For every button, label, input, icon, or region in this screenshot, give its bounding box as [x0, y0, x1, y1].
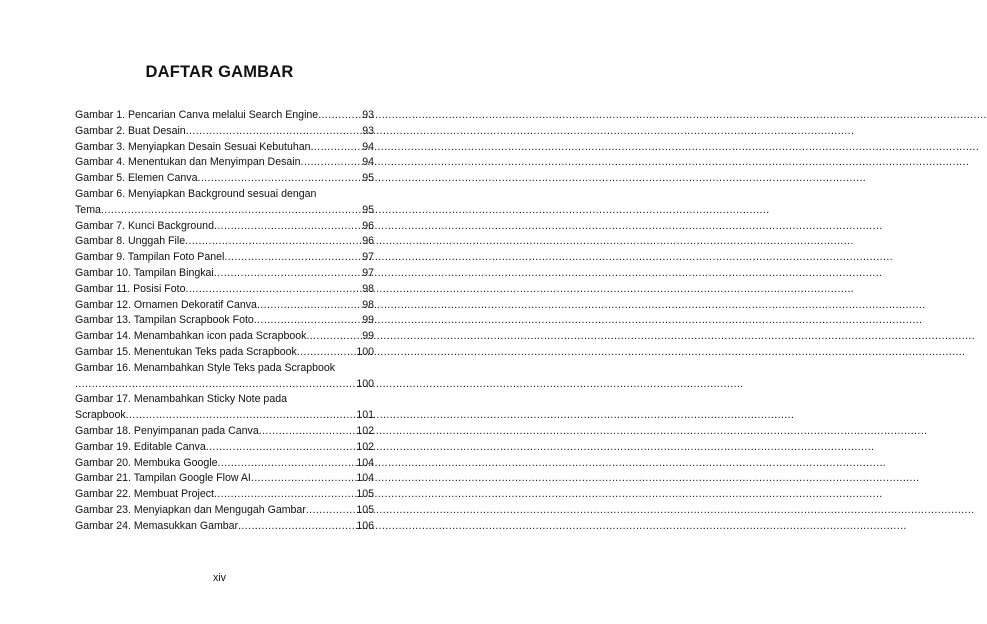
figure-entry[interactable]: [75, 171, 374, 187]
dot-leader: [206, 440, 357, 456]
figure-entry[interactable]: [75, 282, 374, 298]
dot-leader: [238, 519, 356, 535]
figure-entry[interactable]: [75, 487, 374, 503]
figure-entry[interactable]: [75, 187, 374, 219]
figure-entry-page: 96: [362, 235, 374, 248]
figure-entry-label: Gambar 19. Editable Canva: [75, 440, 206, 453]
figure-entry-label: Gambar 24. Memasukkan Gambar: [75, 519, 239, 532]
figure-entry-label: Gambar 18. Penyimpanan pada Canva: [75, 424, 259, 437]
figure-entry[interactable]: [75, 503, 374, 519]
figure-entry[interactable]: [75, 471, 374, 487]
figure-entry-label: Gambar 5. Elemen Canva: [75, 172, 198, 185]
dot-leader: [254, 313, 362, 329]
figure-entry[interactable]: [75, 519, 374, 535]
figure-entry-page: 99: [362, 330, 374, 343]
dot-leader: [214, 487, 356, 503]
figure-entry[interactable]: [75, 345, 374, 361]
figure-entry-page: 104: [356, 456, 374, 469]
figure-entry[interactable]: [75, 313, 374, 329]
figure-entry[interactable]: [75, 298, 374, 314]
figure-entry-label: Tema: [75, 203, 101, 216]
figure-entry[interactable]: [75, 329, 374, 345]
dot-leader: [224, 250, 362, 266]
dot-leader: [306, 503, 356, 519]
figure-entry[interactable]: [75, 266, 374, 282]
figure-entry[interactable]: [75, 424, 374, 440]
figure-entry[interactable]: [75, 108, 374, 124]
figure-entry-page: 93: [362, 109, 374, 121]
dot-leader: [218, 456, 357, 472]
figure-entry-page: 104: [356, 472, 374, 485]
dot-leader: [185, 234, 362, 250]
figure-entry-page: 102: [356, 424, 374, 437]
figure-entry[interactable]: [75, 155, 374, 171]
figure-entry-label: Gambar 8. Unggah File: [75, 235, 186, 248]
figure-entry-label: Gambar 10. Tampilan Bingkai: [75, 266, 214, 279]
figure-entry-label: Gambar 21. Tampilan Google Flow AI: [75, 472, 251, 485]
figure-entry-page: 102: [356, 440, 374, 453]
dot-leader: [101, 203, 362, 219]
dot-leader: [197, 171, 362, 187]
figure-entry-label: Scrapbook: [75, 409, 126, 422]
figure-entry-page: 105: [356, 503, 374, 516]
dot-leader: [186, 282, 363, 298]
dot-leader: [301, 155, 363, 171]
figure-entry-page: 101: [356, 409, 374, 422]
figure-entry-label: Gambar 15. Menentukan Teks pada Scrapbook: [75, 345, 297, 358]
figure-entry-page: 105: [356, 488, 374, 501]
figure-entry-label: Gambar 4. Menentukan dan Menyimpan Desain: [75, 156, 301, 169]
figure-entry-label-line1: Gambar 17. Menambahkan Sticky Note pada: [75, 393, 287, 406]
figure-entry-page: 94: [362, 140, 374, 153]
figure-entry[interactable]: [75, 456, 374, 472]
dot-leader: [75, 377, 356, 393]
page-title: DAFTAR GAMBAR: [145, 63, 294, 81]
figure-entry-label: Gambar 13. Tampilan Scrapbook Foto: [75, 314, 254, 327]
dot-leader: [318, 108, 362, 124]
figure-entry-label: Gambar 14. Menambahkan icon pada Scrapbook: [75, 330, 307, 343]
dot-leader: [257, 298, 362, 314]
dot-leader: [251, 471, 356, 487]
figure-entry-label: Gambar 23. Menyiapkan dan Mengugah Gambar: [75, 503, 306, 516]
figure-entry[interactable]: [75, 250, 374, 266]
figure-entry-page: 95: [362, 203, 374, 216]
figure-entry-page: 100: [356, 345, 374, 358]
figure-entry-page: 97: [362, 266, 374, 279]
figure-entry-label: Gambar 1. Pencarian Canva melalui Search Engine: [75, 109, 319, 121]
page-number: xiv: [213, 572, 226, 584]
dot-leader: [306, 329, 362, 345]
dot-leader: [259, 424, 357, 440]
figure-entry-label-line1: Gambar 6. Menyiapkan Background sesuai dengan: [75, 187, 317, 200]
figure-entry-label: Gambar 11. Posisi Foto: [75, 282, 186, 295]
figure-entry-page: 93: [362, 124, 374, 137]
figure-entry-label: Gambar 22. Membuat Project: [75, 488, 214, 501]
dot-leader: [126, 408, 357, 424]
figure-entry-label: Gambar 3. Menyiapkan Desain Sesuai Kebutuhan: [75, 140, 311, 153]
list-of-figures: [75, 108, 374, 535]
figure-entry[interactable]: [75, 234, 374, 250]
dot-leader: [186, 124, 363, 140]
dot-leader: [297, 345, 356, 361]
figure-entry-label: Gambar 7. Kunci Background: [75, 219, 214, 232]
figure-entry-page: 98: [362, 298, 374, 311]
figure-entry[interactable]: [75, 392, 374, 424]
figure-entry-label-line1: Gambar 16. Menambahkan Style Teks pada Scrapbook: [75, 361, 336, 374]
figure-entry[interactable]: [75, 440, 374, 456]
figure-entry-label: Gambar 9. Tampilan Foto Panel: [75, 251, 225, 264]
dot-leader: [311, 140, 363, 156]
figure-entry[interactable]: [75, 361, 374, 393]
figure-entry-label: Gambar 20. Membuka Google: [75, 456, 218, 469]
figure-entry-page: 94: [362, 156, 374, 169]
figure-entry[interactable]: [75, 124, 374, 140]
figure-entry[interactable]: [75, 219, 374, 235]
dot-leader: [214, 266, 362, 282]
figure-entry-label: Gambar 2. Buat Desain: [75, 124, 186, 137]
figure-entry-page: 98: [362, 282, 374, 295]
figure-entry-page: 99: [362, 314, 374, 327]
figure-entry-page: 106: [356, 519, 374, 532]
figure-entry-page: 100: [356, 377, 374, 390]
figure-entry[interactable]: [75, 140, 374, 156]
figure-entry-page: 96: [362, 219, 374, 232]
figure-entry-page: 95: [362, 172, 374, 185]
dot-leader: [214, 219, 362, 235]
figure-entry-label: Gambar 12. Ornamen Dekoratif Canva: [75, 298, 257, 311]
figure-entry-page: 97: [362, 251, 374, 264]
